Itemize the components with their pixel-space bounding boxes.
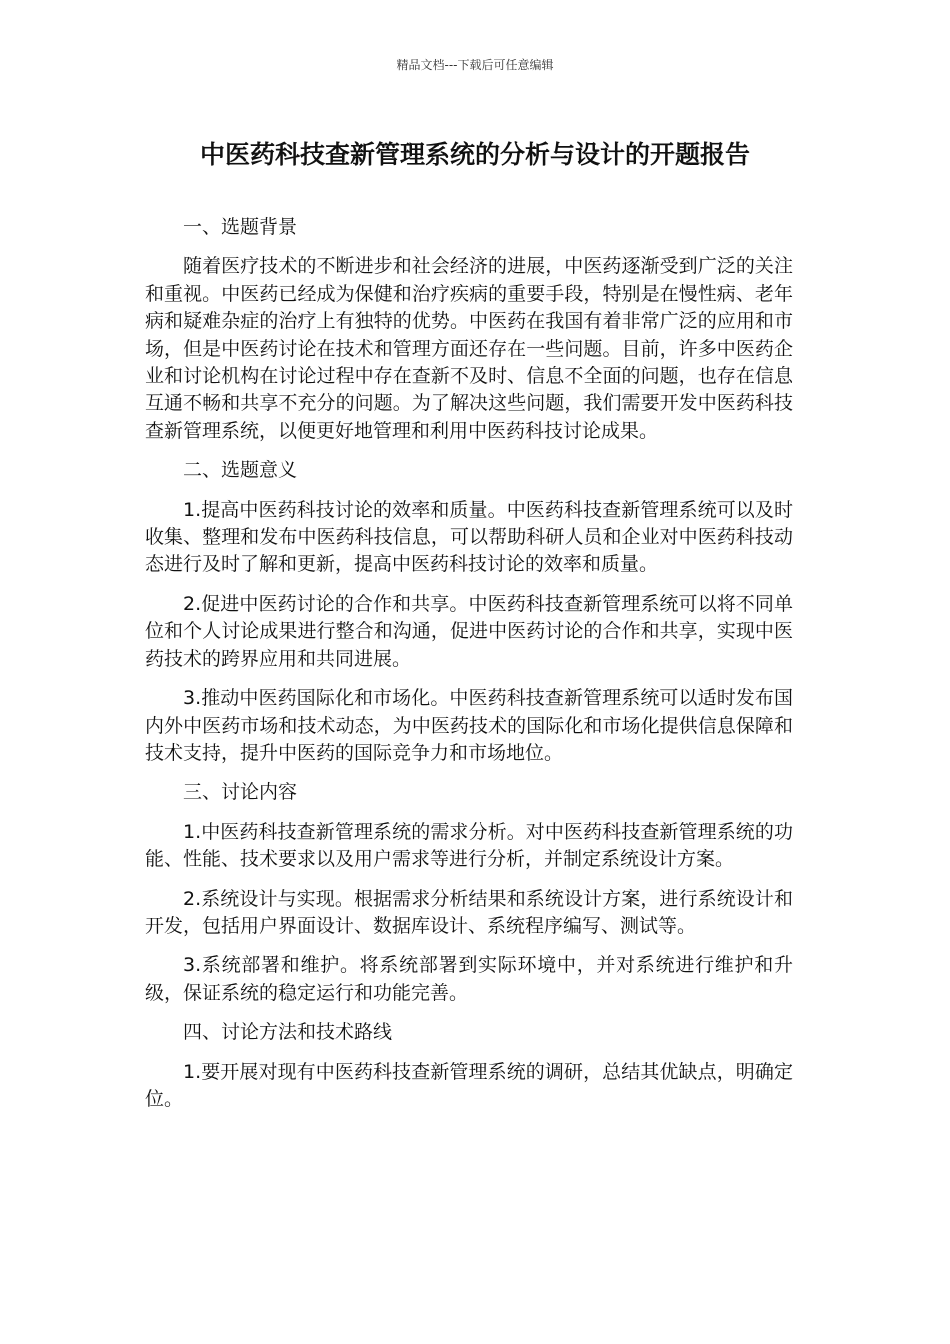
paragraph: 1.要开展对现有中医药科技查新管理系统的调研，总结其优缺点，明确定位。 xyxy=(145,1060,793,1110)
section-heading: 三、讨论内容 xyxy=(183,781,298,804)
section-heading: 四、讨论方法和技术路线 xyxy=(183,1021,393,1044)
paragraph: 随着医疗技术的不断进步和社会经济的进展，中医药逐渐受到广泛的关注和重视。中医药已经成为保健和治疗疾病的重要手段，特别是在慢性病、老年病和疑难杂症的治疗上有独特的优势。中医药在我国有着非常广泛的应用和市场，但是中医药讨论在技术和管理方面还存在一些问题。目前，许多中医药企业和讨论机构在讨论过程中存在查新不及时、信息不全面的问题，也存在信息互通不畅和共享不充分的问题。为了解决这些问题，我们需要开发中医药科技查新管理系统，以便更好地管理和利用中医药科技讨论成果。 xyxy=(145,255,793,442)
section-heading: 一、选题背景 xyxy=(183,216,298,238)
paragraph: 1.中医药科技查新管理系统的需求分析。对中医药科技查新管理系统的功能、性能、技术要求以及用户需求等进行分析，并制定系统设计方案。 xyxy=(145,820,793,871)
document-title: 中医药科技查新管理系统的分析与设计的开题报告 xyxy=(199,140,750,169)
paragraph: 3.推动中医药国际化和市场化。中医药科技查新管理系统可以适时发布国内外中医药市场和技术动态，为中医药技术的国际化和市场化提供信息保障和技术支持，提升中医药的国际竞争力和市场地位。 xyxy=(145,687,793,764)
paragraph: 2.促进中医药讨论的合作和共享。中医药科技查新管理系统可以将不同单位和个人讨论成果进行整合和沟通，促进中医药讨论的合作和共享，实现中医药技术的跨界应用和共同进展。 xyxy=(145,592,793,670)
paragraph: 3.系统部署和维护。将系统部署到实际环境中，并对系统进行维护和升级，保证系统的稳定运行和功能完善。 xyxy=(145,954,793,1004)
header-note: 精品文档---下载后可任意编辑 xyxy=(396,58,554,72)
section-heading: 二、选题意义 xyxy=(183,459,298,482)
document-body xyxy=(145,214,793,1125)
paragraph: 1.提高中医药科技讨论的效率和质量。中医药科技查新管理系统可以及时收集、整理和发布中医药科技信息，可以帮助科研人员和企业对中医药科技动态进行及时了解和更新，提高中医药科技讨论的效率和质量。 xyxy=(145,498,793,576)
paragraph: 2.系统设计与实现。根据需求分析结果和系统设计方案，进行系统设计和开发，包括用户界面设计、数据库设计、系统程序编写、测试等。 xyxy=(145,887,793,937)
